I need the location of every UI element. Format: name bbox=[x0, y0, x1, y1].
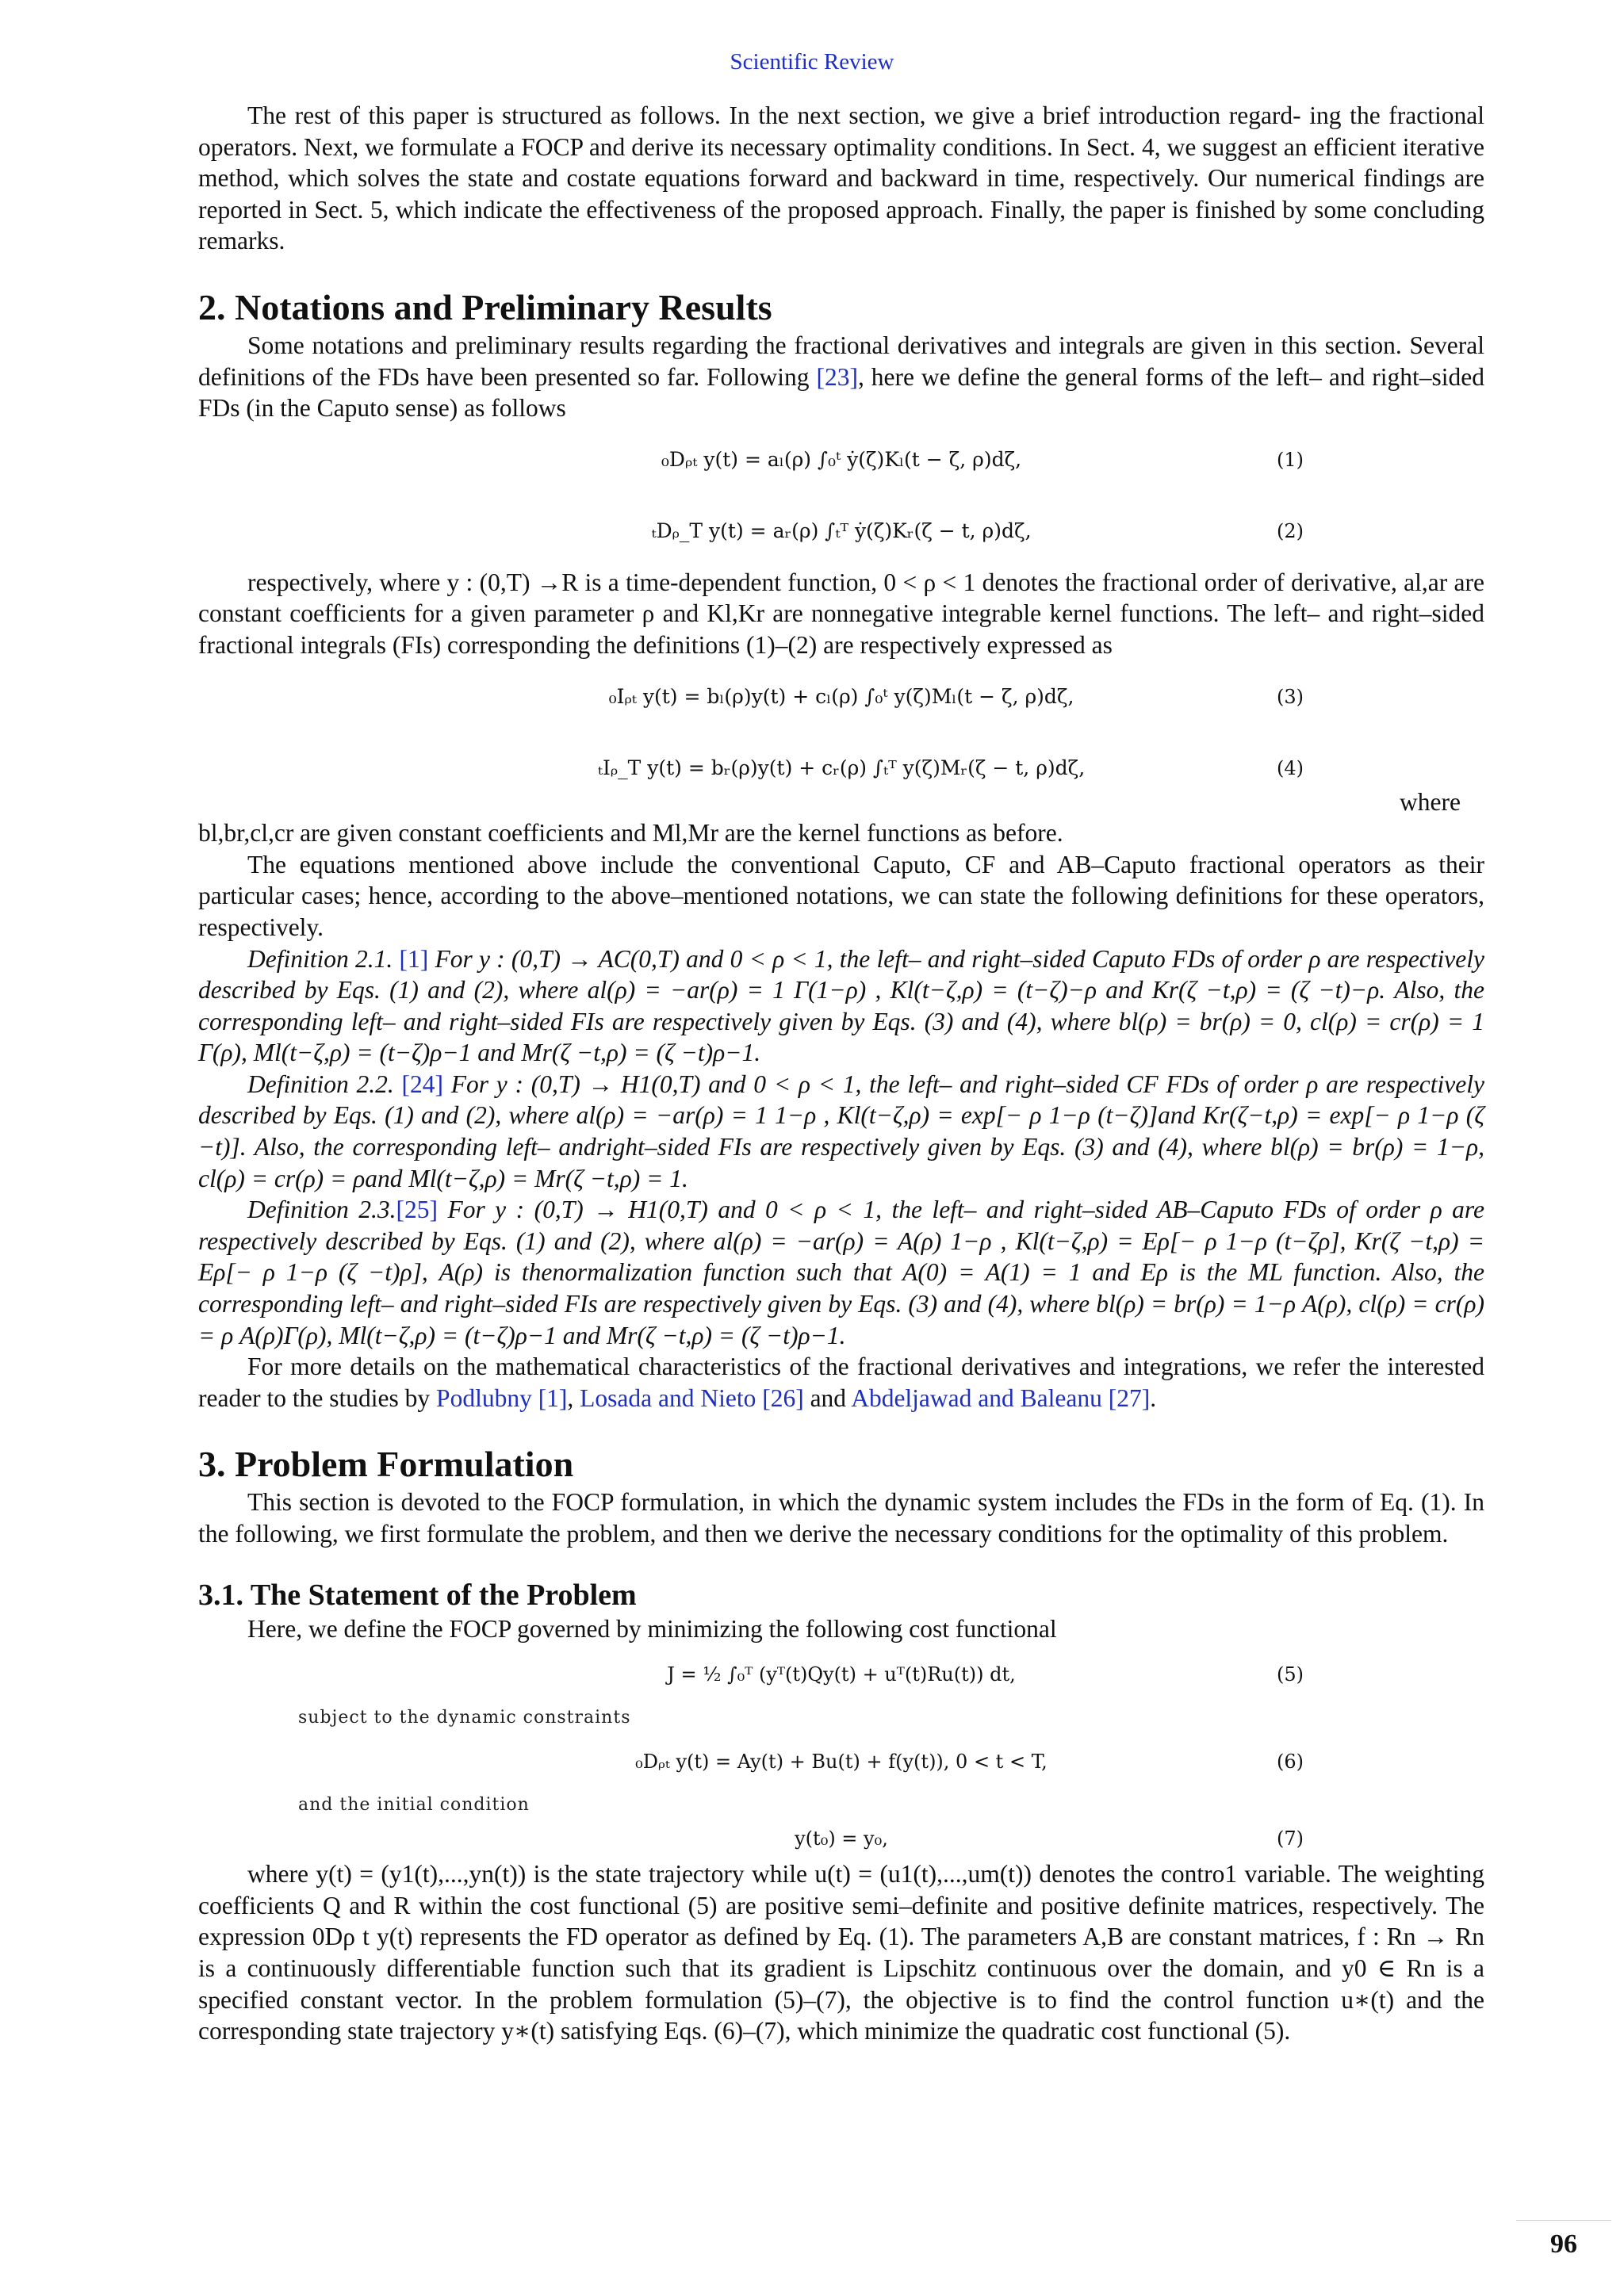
section-2-paragraph-3: bl,br,cl,cr are given constant coefficients and Ml,Mr are the kernel functions as before. bbox=[198, 819, 1063, 848]
equation-2-body: ₜDᵨ_T y(t) = aᵣ(ρ) ∫ₜᵀ ẏ(ζ)Kᵣ(ζ − t, ρ)dζ, bbox=[651, 519, 1032, 542]
citation-25[interactable]: [25] bbox=[396, 1196, 438, 1224]
definition-2-2 bbox=[198, 1069, 1484, 1194]
main-content bbox=[198, 100, 1484, 2047]
section-2-paragraph-4: The equations mentioned above include the conventional Caputo, CF and AB–Caputo fractional operators as their particular cases; hence, according to the above–mentioned notations, we can state the following definitions for these operators, respectively. bbox=[198, 850, 1484, 941]
definition-2-2-label: Definition 2.2. bbox=[247, 1070, 394, 1098]
section-3-paragraph-1: This section is devoted to the FOCP formulation, in which the dynamic system includes the FDs in the form of Eq. (1). In the following, we first formulate the problem, and then we derive the necessary conditions for the optimality of this problem. bbox=[198, 1488, 1484, 1548]
initial-condition-text: and the initial condition bbox=[298, 1795, 530, 1816]
equation-6-body: ₀Dᵨₜ y(t) = Ay(t) + Bu(t) + f(y(t)), 0 < t < T, bbox=[635, 1751, 1048, 1774]
definition-2-1-text: For y : (0,T) → AC(0,T) and 0 < ρ < 1, the left– and right–sided Caputo FDs of order ρ are respectively described by Eqs. (1) and (2), where al(ρ) = −ar(ρ) = 1 Γ(1−ρ) , Kl(t−ζ,ρ) = (t−ζ)−ρ and Kr(ζ −t,ρ) = (ζ −t)−ρ. Also, the corresponding left– and right–sided FIs are respectively given by Eqs. (3) and (4), where bl(ρ) = br(ρ) = 0, cl(ρ) = cr(ρ) = 1 Γ(ρ), Ml(t−ζ,ρ) = (t−ζ)ρ−1 and Mr(ζ −t,ρ) = (ζ −t)ρ−1. bbox=[198, 944, 1484, 1067]
section-3-heading: 3. Problem Formulation bbox=[198, 1444, 574, 1485]
subject-to-text: subject to the dynamic constraints bbox=[298, 1708, 631, 1728]
equation-5-body: J = ½ ∫₀ᵀ (yᵀ(t)Qy(t) + uᵀ(t)Ru(t)) dt, bbox=[667, 1663, 1016, 1686]
equation-1 bbox=[198, 424, 1484, 496]
equation-3 bbox=[198, 661, 1484, 733]
equation-7-number: (7) bbox=[1277, 1827, 1304, 1850]
citation-23[interactable]: [23] bbox=[816, 362, 858, 391]
equation-4-body: ₜIᵨ_T y(t) = bᵣ(ρ)y(t) + cᵣ(ρ) ∫ₜᵀ y(ζ)Mᵣ(ζ − t, ρ)dζ, bbox=[597, 756, 1086, 779]
section-2-paragraph-2: respectively, where y : (0,T) →R is a time-dependent function, 0 < ρ < 1 denotes the fractional order of derivative, al,ar are constant coefficients for a given parameter ρ and Kl,Kr are nonnegative integrable kernel functions. The left– and right–sided fractional integrals (FIs) corresponding the definitions (1)–(2) are respectively expressed as bbox=[198, 568, 1484, 659]
definition-2-1 bbox=[198, 943, 1484, 1069]
definition-2-1-label: Definition 2.1. bbox=[247, 944, 393, 973]
equation-6 bbox=[198, 1732, 1484, 1792]
page-number: 96 bbox=[1550, 2229, 1577, 2259]
citation-1[interactable]: [1] bbox=[399, 944, 429, 973]
section-2-paragraph-5: For more details on the mathematical characteristics of the fractional derivatives and integrations, we refer the interested reader to the studies by Podlubny [1], Losada and Nieto [26] and Abdeljawad and Baleanu [27]. bbox=[198, 1353, 1484, 1412]
citation-podlubny[interactable]: Podlubny [1] bbox=[436, 1383, 568, 1412]
equation-1-number: (1) bbox=[1277, 448, 1304, 471]
equation-7 bbox=[198, 1819, 1484, 1858]
subsection-3-1-heading: 3.1. The Statement of the Problem bbox=[198, 1578, 637, 1612]
equation-7-body: y(t₀) = y₀, bbox=[795, 1827, 888, 1850]
running-head: Scientific Review bbox=[730, 49, 894, 75]
citation-losada-nieto[interactable]: Losada and Nieto [26] bbox=[580, 1383, 804, 1412]
equation-2 bbox=[198, 496, 1484, 567]
definition-2-3 bbox=[198, 1194, 1484, 1351]
where-word: where bbox=[1400, 787, 1461, 816]
equation-3-body: ₀Iᵨₜ y(t) = bₗ(ρ)y(t) + cₗ(ρ) ∫₀ᵗ y(ζ)Mₗ(t − ζ, ρ)dζ, bbox=[608, 684, 1074, 708]
definition-2-3-label: Definition 2.3. bbox=[247, 1196, 396, 1224]
equation-5-number: (5) bbox=[1277, 1663, 1304, 1686]
subsection-3-1-paragraph-2: where y(t) = (y1(t),...,yn(t)) is the state trajectory while u(t) = (u1(t),...,um(t)) denotes the contro1 variable. The weighting coefficients Q and R within the cost functional (5) are positive semi–definite and positive definite matrices, respectively. The expression 0Dρ t y(t) represents the FD operator as defined by Eq. (1). The parameters A,B are constant matrices, f : Rn → Rn is a continuously differentiable function such that its gradient is Lipschitz continuous over the domain, and y0 ∈ Rn is a specified constant vector. In the problem formulation (5)–(7), the objective is to find the control function u∗(t) and the corresponding state trajectory y∗(t) satisfying Eqs. (6)–(7), which minimize the quadratic cost functional (5). bbox=[198, 1860, 1484, 2045]
section-2-heading: 2. Notations and Preliminary Results bbox=[198, 286, 772, 327]
equation-2-number: (2) bbox=[1277, 519, 1304, 542]
intro-paragraph: The rest of this paper is structured as follows. In the next section, we give a brief introduction regard- ing the fractional operators. Next, we formulate a FOCP and derive its necessary optimality conditions. In Sect. 4, we suggest an efficient iterative method, which solves the state and costate equations forward and backward in time, respectively. Our numerical findings are reported in Sect. 5, which indicate the effectiveness of the proposed approach. Finally, the paper is finished by some concluding remarks. bbox=[198, 101, 1484, 255]
equation-5 bbox=[198, 1644, 1484, 1705]
citation-24[interactable]: [24] bbox=[401, 1070, 443, 1098]
citation-abdeljawad-baleanu[interactable]: Abdeljawad and Baleanu [27] bbox=[851, 1383, 1151, 1412]
section-2-paragraph-1: Some notations and preliminary results regarding the fractional derivatives and integrals are given in this section. Several definitions of the FDs have been presented so far. Following [23], here we define the general forms of the left– and right–sided FDs (in the Caputo sense) as follows bbox=[198, 331, 1484, 423]
subsection-3-1-paragraph-1: Here, we define the FOCP governed by minimizing the following cost functional bbox=[247, 1614, 1057, 1643]
footer-divider bbox=[1516, 2220, 1611, 2221]
definition-2-3-text: For y : (0,T) → H1(0,T) and 0 < ρ < 1, the left– and right–sided AB–Caputo FDs of order ρ are respectively described by Eqs. (1) and (2), where al(ρ) = −ar(ρ) = A(ρ) 1−ρ , Kl(t−ζ,ρ) = Eρ[− ρ 1−ρ (t−ζρ], Kr(ζ −t,ρ) = Eρ[− ρ 1−ρ (ζ −t)ρ], A(ρ) is thenormalization function such that A(0) = A(1) = 1 and Eρ is the ML function. Also, the corresponding left– and right–sided FIs are respectively given by Eqs. (3) and (4), where bl(ρ) = br(ρ) = 1−ρ A(ρ), cl(ρ) = cr(ρ) = ρ A(ρ)Γ(ρ), Ml(t−ζ,ρ) = (t−ζ)ρ−1 and Mr(ζ −t,ρ) = (ζ −t)ρ−1. bbox=[198, 1196, 1484, 1349]
equation-4-number: (4) bbox=[1277, 756, 1304, 779]
equation-4 bbox=[198, 733, 1484, 804]
equation-3-number: (3) bbox=[1277, 685, 1304, 708]
definition-2-2-text: For y : (0,T) → H1(0,T) and 0 < ρ < 1, the left– and right–sided CF FDs of order ρ are respectively described by Eqs. (1) and (2), where al(ρ) = −ar(ρ) = 1 1−ρ , Kl(t−ζ,ρ) = exp[− ρ 1−ρ (t−ζ)]and Kr(ζ−t,ρ) = exp[− ρ 1−ρ (ζ −t)]. Also, the corresponding left– andright–sided FIs are respectively given by Eqs. (3) and (4), where bl(ρ) = br(ρ) = 1−ρ, cl(ρ) = cr(ρ) = ρand Ml(t−ζ,ρ) = Mr(ζ −t,ρ) = 1. bbox=[198, 1070, 1484, 1192]
equation-1-body: ₀Dᵨₜ y(t) = aₗ(ρ) ∫₀ᵗ ẏ(ζ)Kₗ(t − ζ, ρ)dζ, bbox=[661, 447, 1022, 471]
equation-6-number: (6) bbox=[1277, 1751, 1304, 1774]
